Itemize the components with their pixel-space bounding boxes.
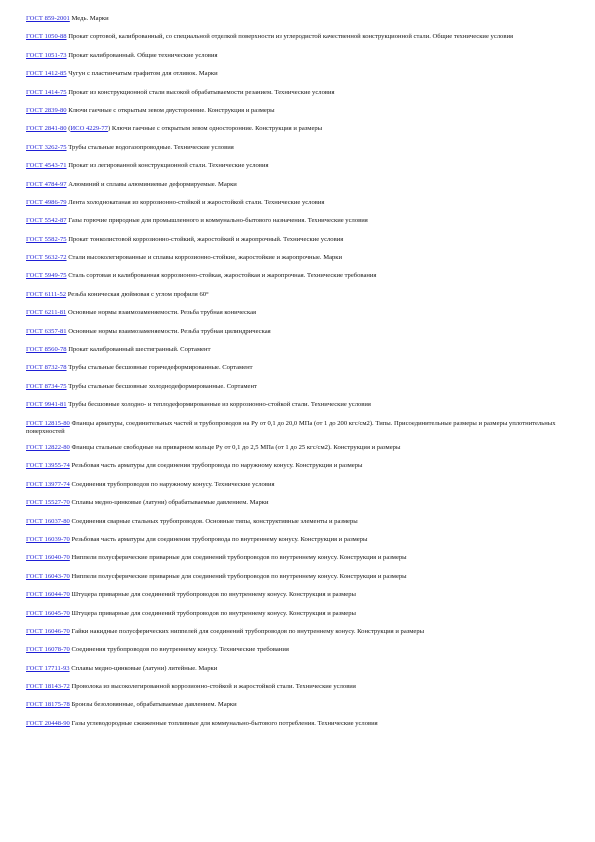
standard-entry [26, 573, 574, 581]
standard-entry [26, 444, 574, 452]
standard-title: Соединения трубопроводов по внутреннему конусу. Технические требования [71, 646, 289, 654]
standard-title: Прокат сортовой, калиброванный, со специальной отделкой поверхности из углеродистой качественной конструкционной стали. Общие технические условия [68, 33, 514, 41]
standard-link[interactable]: ГОСТ 13977-74 [26, 480, 70, 488]
standard-entry [26, 481, 574, 489]
standard-entry [26, 346, 574, 354]
standard-link[interactable]: ГОСТ 6211-81 [26, 309, 67, 317]
standard-entry [26, 554, 574, 562]
standard-entry [26, 70, 574, 78]
standard-title: Резьбовая часть арматуры для соединения трубопровода по внутреннему конусу. Конструкция и размеры [71, 535, 368, 543]
standard-link[interactable]: ГОСТ 6111-52 [26, 290, 67, 298]
standard-title: Прокат тонколистовой коррозионно-стойкий, жаростойкий и жаропрочный. Технические условия [68, 235, 344, 243]
standard-link[interactable]: ГОСТ 3262-75 [26, 143, 67, 151]
standard-entry [26, 15, 574, 23]
standard-link[interactable]: ГОСТ 4543-71 [26, 162, 67, 170]
standard-entry [26, 181, 574, 189]
standard-title: Сплавы медно-цинковые (латуни) литейные. Марки [71, 664, 218, 672]
standards-list [26, 15, 574, 738]
standard-entry [26, 254, 574, 262]
standard-link[interactable]: ГОСТ 16040-70 [26, 554, 70, 562]
standard-entry [26, 125, 574, 133]
standard-link[interactable]: ГОСТ 12822-80 [26, 444, 70, 451]
iso-standard-link[interactable]: ИСО 4229-77 [70, 125, 108, 133]
standard-entry [26, 291, 574, 299]
standard-link[interactable]: ГОСТ 1414-75 [26, 88, 67, 96]
standard-title: Соединения сварные стальных трубопроводов. Основные типы, конструктивные элементы и размеры [71, 517, 358, 525]
standard-entry [26, 591, 574, 599]
standard-title: Лента холоднокатаная из коррозионно-стойкой и жаростойкой стали. Технические условия [68, 198, 325, 206]
standard-entry [26, 52, 574, 60]
standard-title: Газы горючие природные для промышленного и коммунально-бытового назначения. Технические условия [68, 217, 368, 225]
standard-link[interactable]: ГОСТ 15527-70 [26, 499, 70, 507]
standard-link[interactable]: ГОСТ 12815-80 [26, 419, 70, 427]
standard-title: Прокат калиброванный. Общие технические условия [68, 51, 218, 59]
standard-entry [26, 610, 574, 618]
standard-link[interactable]: ГОСТ 20448-90 [26, 719, 70, 727]
standard-link[interactable]: ГОСТ 859-2001 [26, 15, 70, 22]
standard-link[interactable]: ГОСТ 16039-70 [26, 535, 70, 543]
standard-entry [26, 364, 574, 372]
standard-title: Трубы стальные водогазопроводные. Технические условия [68, 143, 234, 151]
standard-entry [26, 107, 574, 115]
standard-link[interactable]: ГОСТ 18143-72 [26, 683, 70, 691]
standard-entry [26, 683, 574, 691]
standard-title: Штуцера приварные для соединений трубопроводов по внутреннему конусу. Конструкция и размеры [71, 609, 356, 617]
standard-entry [26, 518, 574, 526]
standard-entry [26, 420, 574, 436]
standard-title: Прокат из легированной конструкционной стали. Технические условия [68, 162, 269, 170]
standard-link[interactable]: ГОСТ 9941-81 [26, 401, 67, 409]
standard-link[interactable]: ГОСТ 2841-80 [26, 125, 67, 133]
standard-link[interactable]: ГОСТ 4986-79 [26, 198, 67, 206]
standard-entry [26, 89, 574, 97]
standard-title: Ниппели полусферические приварные для соединений трубопроводов по внутреннему конусу. Конструкция и размеры [71, 554, 407, 562]
standard-title: Ключи гаечные с открытым зевом двусторонние. Конструкция и размеры [68, 106, 275, 114]
standard-entry [26, 701, 574, 709]
standard-entry [26, 628, 574, 636]
standard-link[interactable]: ГОСТ 5632-72 [26, 254, 67, 262]
standard-title: Трубы стальные бесшовные горячедеформированные. Сортамент [68, 364, 253, 372]
standard-title: Сталь сортовая и калиброванная коррозионно-стойкая, жаростойкая и жаропрочная. Технические требования [68, 272, 377, 280]
standard-link[interactable]: ГОСТ 5542-87 [26, 217, 67, 225]
standard-title: Алюминий и сплавы алюминиевые деформируемые. Марки [68, 180, 237, 188]
standard-link[interactable]: ГОСТ 16045-70 [26, 609, 70, 617]
standard-entry [26, 144, 574, 152]
standard-entry [26, 383, 574, 391]
standard-link[interactable]: ГОСТ 8732-78 [26, 364, 67, 372]
standard-title: Трубы бесшовные холодно- и теплодеформированные из коррозионно-стойкой стали. Технические условия [68, 401, 371, 409]
standard-link[interactable]: ГОСТ 13955-74 [26, 462, 70, 470]
standard-entry [26, 199, 574, 207]
standard-entry [26, 536, 574, 544]
standard-link[interactable]: ГОСТ 16037-80 [26, 517, 70, 525]
paren-open: ( [66, 125, 71, 133]
standard-link[interactable]: ГОСТ 8560-78 [26, 346, 67, 354]
standard-link[interactable]: ГОСТ 16078-70 [26, 646, 70, 654]
standard-title: Бронзы безоловянные, обрабатываемые давлением. Марки [71, 701, 237, 709]
standard-title: Соединения трубопроводов по наружному конусу. Технические условия [71, 480, 275, 488]
standard-link[interactable]: ГОСТ 1412-85 [26, 70, 67, 78]
standard-entry [26, 236, 574, 244]
standard-entry [26, 328, 574, 336]
standard-link[interactable]: ГОСТ 1050-88 [26, 33, 67, 41]
standard-title: Ключи гаечные с открытым зевом односторонние. Конструкция и размеры [111, 125, 323, 133]
standard-title: Чугун с пластинчатым графитом для отливок. Марки [68, 70, 218, 78]
standard-title: Трубы стальные бесшовные холоднодеформированные. Сортамент [68, 382, 257, 390]
standard-link[interactable]: ГОСТ 16044-70 [26, 591, 70, 599]
standard-title: Газы углеводородные сжиженные топливные для коммунально-бытового потребления. Технические условия [71, 719, 378, 727]
standard-title: Резьба коническая дюймовая с углом профиля 60° [67, 290, 209, 298]
standard-title: Проволока из высоколегированной коррозионно-стойкой и жаростойкой стали. Технические условия [71, 683, 356, 691]
standard-link[interactable]: ГОСТ 2839-80 [26, 106, 67, 114]
standard-entry [26, 33, 574, 41]
standard-entry [26, 499, 574, 507]
standard-entry [26, 217, 574, 225]
standard-link[interactable]: ГОСТ 16043-70 [26, 572, 70, 580]
standard-entry [26, 646, 574, 654]
standard-link[interactable]: ГОСТ 6357-81 [26, 327, 67, 335]
standard-title: Ниппели полусферические приварные для соединений трубопроводов по внутреннему конусу. Конструкция и размеры [71, 572, 407, 580]
standard-entry [26, 462, 574, 470]
standard-entry [26, 720, 574, 728]
standard-title: Прокат калиброванный шестигранный. Сортамент [68, 346, 211, 354]
standard-link[interactable]: ГОСТ 5582-75 [26, 235, 67, 243]
standard-title: Основные нормы взаимозаменяемости. Резьба трубная цилиндрическая [68, 327, 271, 335]
standard-title: Основные нормы взаимозаменяемости. Резьба трубная коническая [67, 309, 257, 317]
standard-title: Медь. Марки [71, 15, 109, 22]
standard-link[interactable]: ГОСТ 5949-75 [26, 272, 67, 280]
standard-entry [26, 401, 574, 409]
standard-title: Резьбовая часть арматуры для соединения трубопровода по наружному конусу. Конструкция и размеры [71, 462, 363, 470]
standard-link[interactable]: ГОСТ 1051-73 [26, 51, 67, 59]
standard-link[interactable]: ГОСТ 4784-97 [26, 180, 67, 188]
standard-entry [26, 272, 574, 280]
standard-entry [26, 665, 574, 673]
standard-link[interactable]: ГОСТ 18175-78 [26, 701, 70, 709]
standard-link[interactable]: ГОСТ 8734-75 [26, 382, 67, 390]
standard-title: Стали высоколегированные и сплавы коррозионно-стойкие, жаростойкие и жаропрочные. Марки [68, 254, 343, 262]
standard-link[interactable]: ГОСТ 16046-70 [26, 627, 70, 635]
standard-title: Сплавы медно-цинковые (латуни) обрабатываемые давлением. Марки [71, 499, 269, 507]
standard-entry [26, 309, 574, 317]
standard-entry [26, 162, 574, 170]
standard-title: Гайки накидные полусферических ниппелей для соединений трубопроводов по внутреннему конусу. Конструкция и размеры [71, 627, 425, 635]
standard-title: Штуцера приварные для соединений трубопроводов по внутреннему конусу. Конструкция и размеры [71, 591, 356, 599]
paren-close: ) [107, 125, 111, 133]
standard-title: Прокат из конструкционной стали высокой обрабатываемости резанием. Технические условия [68, 88, 335, 96]
standard-title: Фланцы арматуры, соединительных частей и трубопроводов на Ру от 0,1 до 20,0 МПа (от 1 до 200 кгс/см2). Типы. Присоединительные размеры и размеры уплотнительных поверхностей [26, 419, 556, 435]
standard-link[interactable]: ГОСТ 17711-93 [26, 664, 70, 672]
standard-title: Фланцы стальные свободные на приварном кольце Ру от 0,1 до 2,5 МПа (от 1 до 25 кгс/см2). Конструкция и размеры [71, 444, 401, 451]
